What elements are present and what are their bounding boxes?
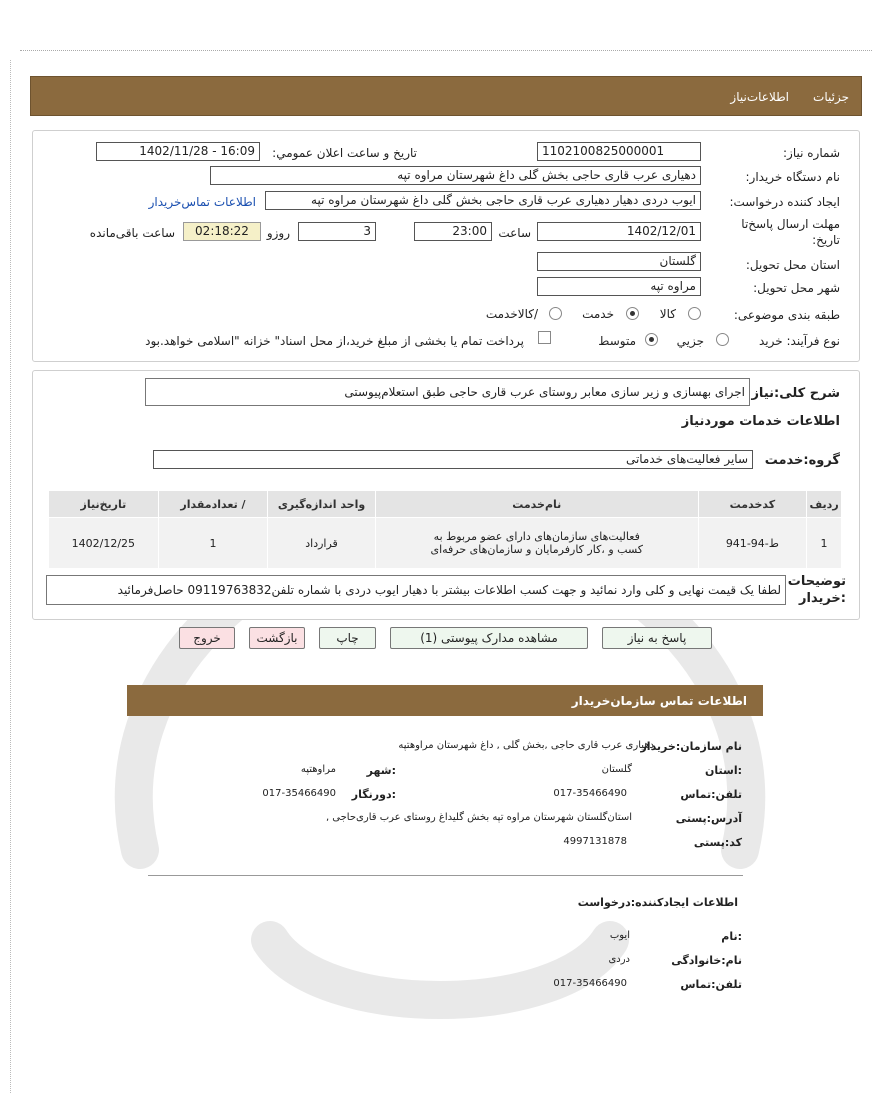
process-minor-radio[interactable] xyxy=(716,333,729,346)
contact-address-value: استان‌گلستان شهرستان مراوه تپه بخش گلیداغ روستای عرب قاری‌حاجی , xyxy=(325,812,632,823)
process-medium-radio[interactable] xyxy=(645,333,658,346)
need-number-label: شماره نیاز: xyxy=(783,146,840,160)
creator-family-value: دردی xyxy=(608,954,630,965)
col-header-unit: واحد اندازه‌گیری xyxy=(268,491,376,518)
exit-button[interactable]: خروج xyxy=(179,627,235,649)
contact-city-label: :شهر xyxy=(366,764,396,777)
process-medium-label: متوسط xyxy=(598,334,636,348)
table-row xyxy=(49,518,842,569)
summary-label: شرح کلی:نیاز xyxy=(751,386,840,401)
process-minor-label: جزیي xyxy=(676,334,704,348)
process-label: نوع فرآیند: خرید xyxy=(759,334,840,348)
creator-phone-label: تلفن:تماس xyxy=(680,978,742,991)
city-field: مراوه تپه xyxy=(537,277,701,296)
cell-service-code: ط-94-941 xyxy=(698,518,806,569)
cell-need-date: 1402/12/25 xyxy=(49,518,159,569)
col-header-service-name: نام‌خدمت xyxy=(375,491,698,518)
cell-service-name: فعالیت‌های سازمان‌های دارای عضو مربوط به کسب و ،کار کارفرمایان و سازمان‌های حرفه‌ای xyxy=(375,518,698,569)
contact-province-label: :استان xyxy=(705,764,742,777)
back-button[interactable]: بازگشت xyxy=(249,627,305,649)
header-bar xyxy=(30,76,862,116)
summary-field: اجرای بهسازی و زیر سازی معابر روستای عرب قاری حاجی طبق استعلام‌پیوستی xyxy=(145,378,750,406)
col-header-quantity: / تعدادمقدار xyxy=(158,491,268,518)
province-label: استان محل تحویل: xyxy=(745,258,840,272)
buyer-notes-label-line2: :خریدار xyxy=(799,591,846,606)
contact-org-label: نام سازمان:خریدار xyxy=(640,740,742,753)
contact-phone-value: 017-35466490 xyxy=(553,788,627,799)
tab-details[interactable]: جزئیات xyxy=(813,90,849,104)
province-field: گلستان xyxy=(537,252,701,271)
creator-family-label: نام:خانوادگی xyxy=(671,954,742,967)
announce-datetime-field: 1402/11/28 - 16:09 xyxy=(96,142,260,161)
category-goods-radio[interactable] xyxy=(688,307,701,320)
contact-fax-value: 017-35466490 xyxy=(262,788,336,799)
deadline-time-field: 23:00 xyxy=(414,222,492,241)
cell-row-number: 1 xyxy=(807,518,842,569)
buyer-notes-label-line1: توضیحات xyxy=(787,574,846,589)
tab-need-info[interactable]: اطلاعات‌نیاز xyxy=(730,90,789,104)
deadline-days-label: روزو xyxy=(266,226,290,240)
category-label: طبقه بندی موضوعی: xyxy=(733,308,840,322)
deadline-date-field: 1402/12/01 xyxy=(537,222,701,241)
category-service-label: خدمت xyxy=(582,307,614,321)
treasury-payment-note: پرداخت تمام یا بخشی از مبلغ خرید،از محل اسناد" خزانه "اسلامی خواهد.بود xyxy=(145,334,524,348)
buyer-notes-field: لطفا یک قیمت نهایی و کلی وارد نمائید و جهت کسب اطلاعات بیشتر با دهیار ایوب دردی با شماره تلفن09119763832 حاصل‌فرمائید xyxy=(46,575,786,605)
announce-label: تاریخ و ساعت اعلان عمومي: xyxy=(272,146,417,160)
buyer-contact-title: اطلاعات تماس سازمان‌خریدار xyxy=(571,694,747,708)
deadline-days-field: 3 xyxy=(298,222,376,241)
remaining-time-display: 02:18:22 xyxy=(183,222,261,241)
creator-name-value: ایوب xyxy=(609,930,630,941)
deadline-time-label: ساعت xyxy=(498,226,531,240)
contact-address-label: آدرس:پستی xyxy=(675,812,742,825)
print-button[interactable]: چاپ xyxy=(319,627,376,649)
reply-button[interactable]: پاسخ به نیاز xyxy=(602,627,712,649)
col-header-service-code: کدخدمت xyxy=(698,491,806,518)
contact-postal-label: کد:پستی xyxy=(693,836,742,849)
treasury-payment-checkbox[interactable] xyxy=(538,331,551,344)
contact-phone-label: تلفن:تماس xyxy=(680,788,742,801)
contact-separator xyxy=(148,875,743,876)
contact-postal-value: 4997131878 xyxy=(563,836,627,847)
creator-phone-value: 017-35466490 xyxy=(553,978,627,989)
cell-unit: قرارداد xyxy=(268,518,376,569)
services-title: اطلاعات خدمات موردنیاز xyxy=(681,414,840,429)
service-group-label: گروه:خدمت xyxy=(764,453,840,468)
category-goods-service-label: /کالاخدمت xyxy=(485,307,538,321)
contact-city-value: مراوهتپه xyxy=(300,764,336,775)
creator-field: ایوب دردی دهیار دهیاری عرب قاری حاجی بخش گلی داغ شهرستان مراوه تپه xyxy=(265,191,701,210)
contact-org-value: دهیاری عرب قاری حاجی ,بخش گلی , داغ شهرستان مراوهتپه xyxy=(398,740,654,751)
col-header-need-date: تاریخ‌نیاز xyxy=(49,491,159,518)
contact-fax-label: :دورنگار xyxy=(351,788,396,801)
col-header-row: ردیف xyxy=(807,491,842,518)
category-goods-label: کالا xyxy=(659,307,676,321)
need-form-panel xyxy=(32,130,860,362)
category-service-radio[interactable] xyxy=(626,307,639,320)
city-label: شهر محل تحویل: xyxy=(753,281,840,295)
top-divider xyxy=(20,50,872,51)
cell-quantity: 1 xyxy=(158,518,268,569)
category-goods-service-radio[interactable] xyxy=(549,307,562,320)
deadline-label-line1: مهلت ارسال پاسخ‌تا xyxy=(741,217,840,231)
buyer-org-label: نام دستگاه خریدار: xyxy=(745,170,840,184)
contact-province-value: گلستان xyxy=(601,764,632,775)
creator-label: ایجاد کننده درخواست: xyxy=(729,195,840,209)
service-group-field: سایر فعالیت‌های خدماتی xyxy=(153,450,753,469)
buyer-org-field: دهیاری عرب قاری حاجی بخش گلی داغ شهرستان مراوه تپه xyxy=(210,166,701,185)
services-table xyxy=(48,490,842,569)
view-attachments-button[interactable]: مشاهده مدارک پیوستی (1) xyxy=(390,627,588,649)
need-number-field: 1102100825000001 xyxy=(537,142,701,161)
left-divider xyxy=(10,60,11,1093)
buyer-contact-link[interactable]: اطلاعات تماس‌خریدار xyxy=(148,195,256,209)
creator-name-label: :نام xyxy=(721,930,742,943)
deadline-label-line2: تاریخ: xyxy=(812,233,840,247)
creator-info-title: اطلاعات ایجادکننده:درخواست xyxy=(577,896,738,909)
buyer-contact-header xyxy=(127,685,763,716)
remaining-time-label: ساعت باقی‌مانده xyxy=(89,226,175,240)
